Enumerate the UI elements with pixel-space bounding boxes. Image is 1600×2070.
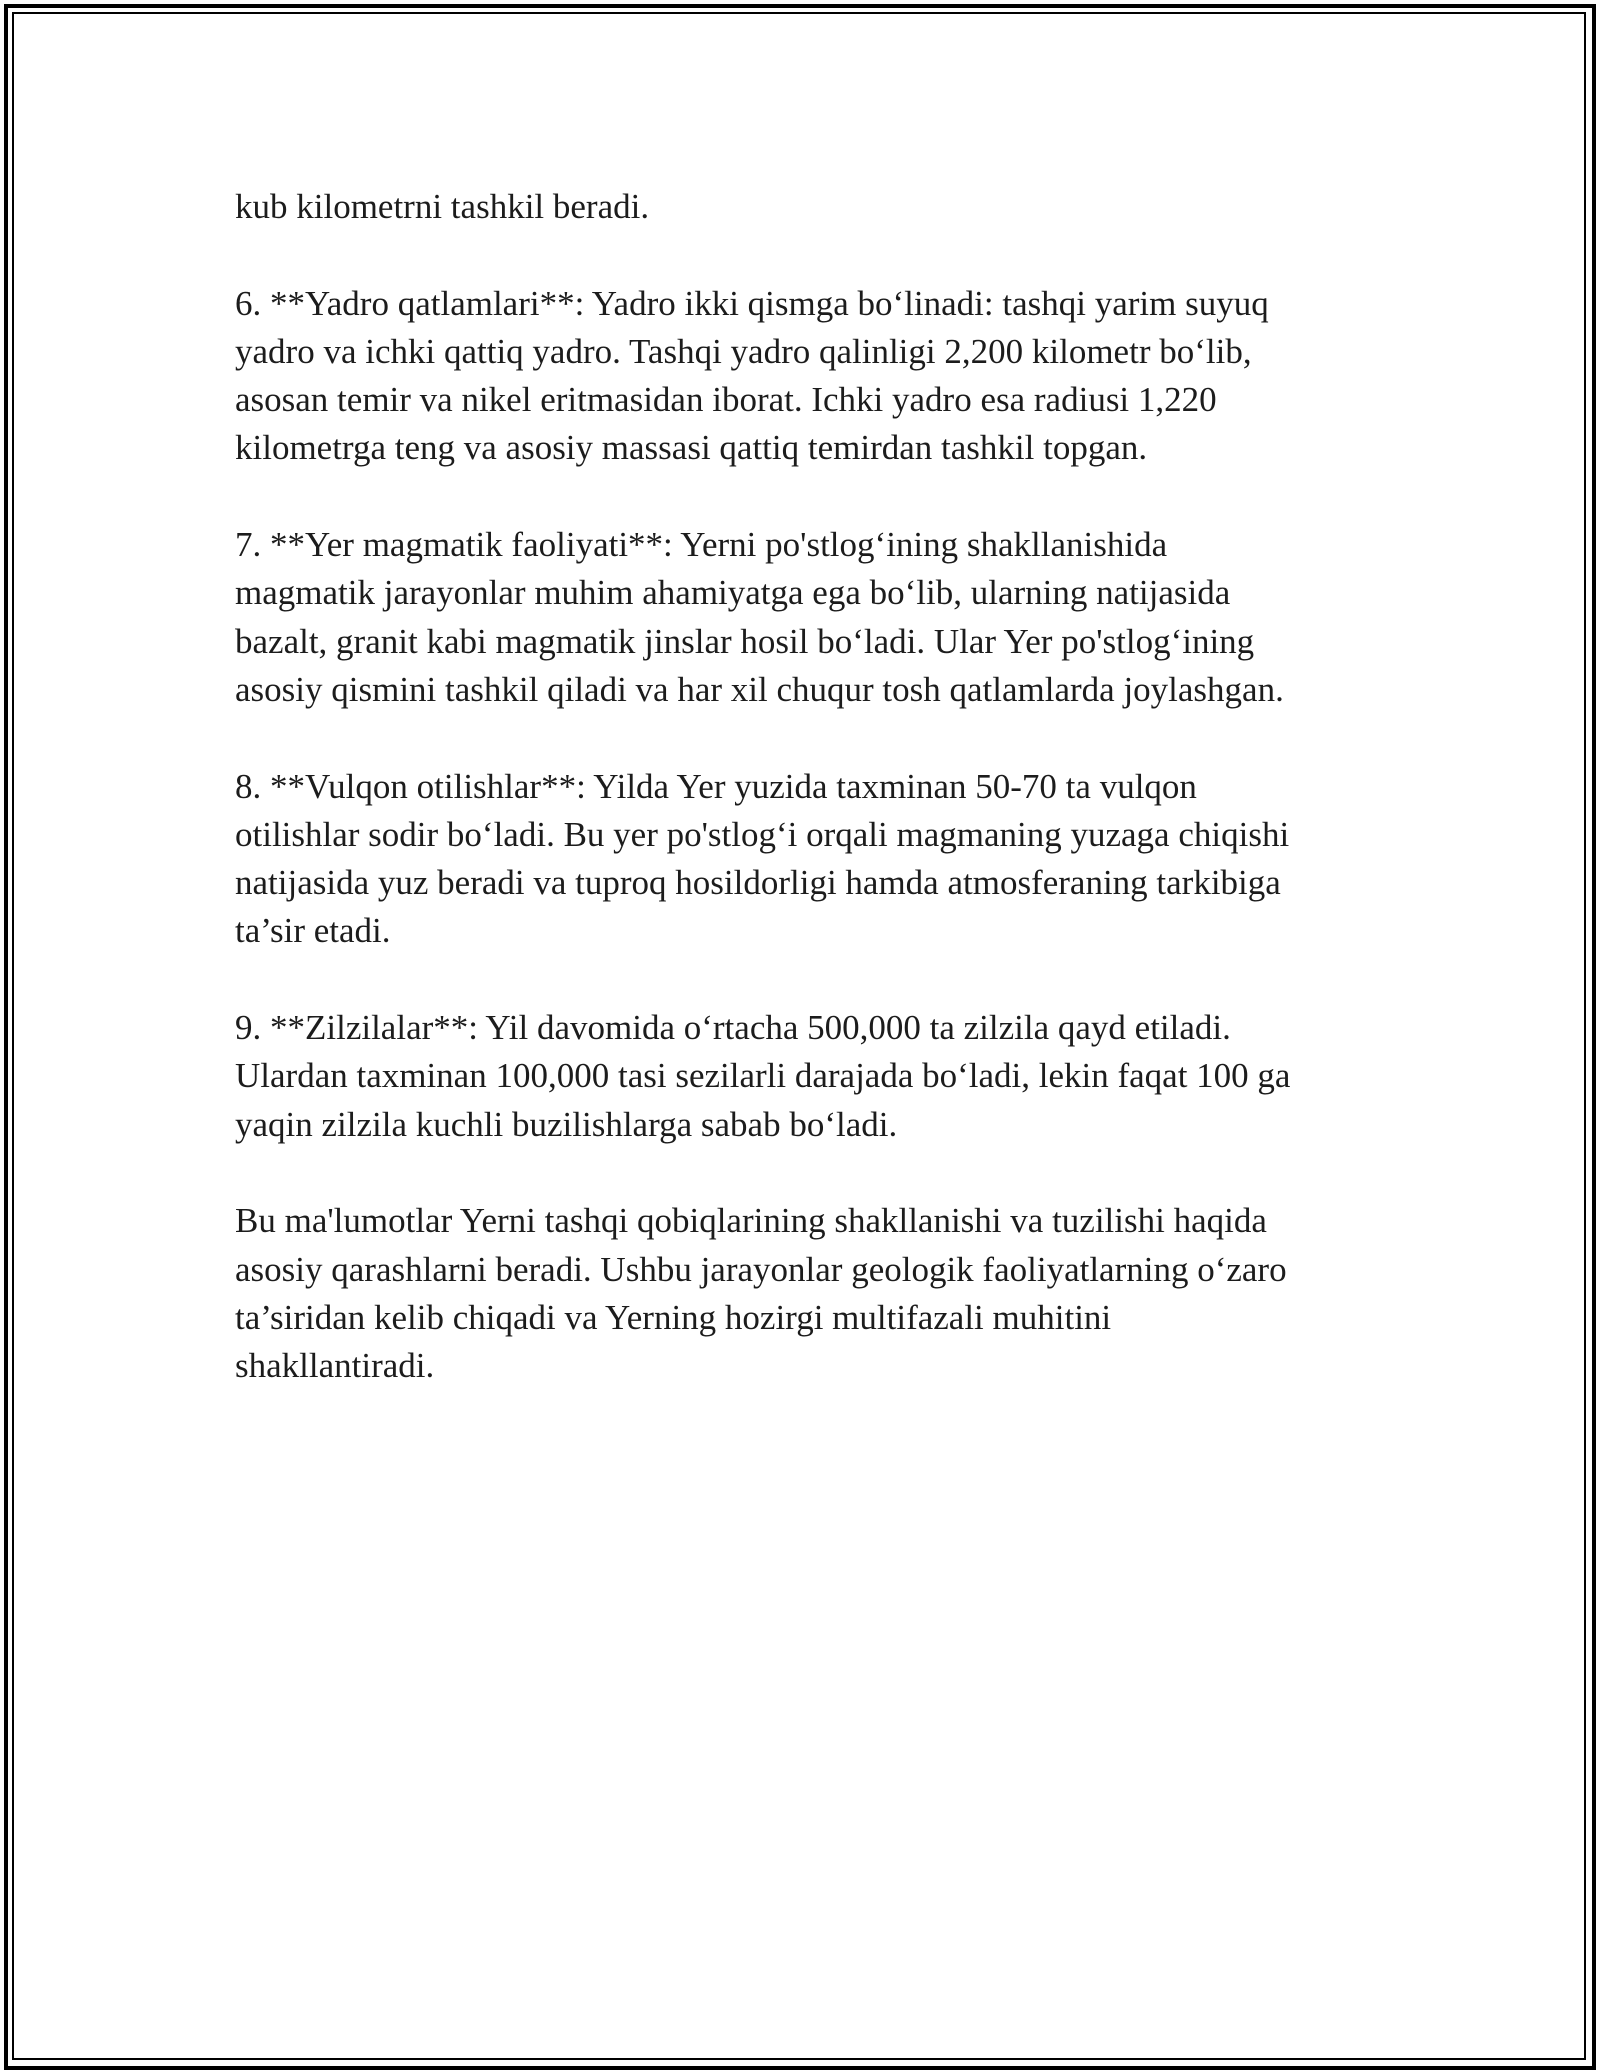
paragraph-conclusion	[235, 1197, 1365, 1390]
text-line: yadro va ichki qattiq yadro. Tashqi yadro qalinligi 2,200 kilometr bo‘lib,	[235, 331, 1252, 371]
text-line: asosan temir va nikel eritmasidan iborat. Ichki yadro esa radiusi 1,220	[235, 380, 1217, 420]
text-line: kilometrga teng va asosiy massasi qattiq temirdan tashkil topgan.	[235, 428, 1148, 468]
text-line: ta’siridan kelib chiqadi va Yerning hozirgi multifazali muhitini	[235, 1297, 1112, 1337]
text-line: otilishlar sodir bo‘ladi. Bu yer po'stlog‘i orqali magmaning yuzaga chiqishi	[235, 814, 1290, 854]
text-line: shakllantiradi.	[235, 1346, 435, 1386]
text-line: yaqin zilzila kuchli buzilishlarga sabab bo‘ladi.	[235, 1104, 898, 1144]
text-line: 9. **Zilzilalar**: Yil davomida o‘rtacha 500,000 ta zilzila qayd etiladi.	[235, 1008, 1231, 1048]
text-line: 8. **Vulqon otilishlar**: Yilda Yer yuzida taxminan 50-70 ta vulqon	[235, 766, 1197, 806]
document-body	[235, 183, 1365, 1439]
paragraph-item-9	[235, 1004, 1365, 1149]
paragraph-item-6	[235, 280, 1365, 473]
text-line: ta’sir etadi.	[235, 911, 391, 951]
text-line: magmatik jarayonlar muhim ahamiyatga ega bo‘lib, ularning natijasida	[235, 573, 1231, 613]
text-line: Bu ma'lumotlar Yerni tashqi qobiqlarining shakllanishi va tuzilishi haqida	[235, 1201, 1267, 1241]
text-line: natijasida yuz beradi va tuproq hosildorligi hamda atmosferaning tarkibiga	[235, 863, 1281, 903]
text-line: Ulardan taxminan 100,000 tasi sezilarli darajada bo‘ladi, lekin faqat 100 ga	[235, 1056, 1291, 1096]
paragraph-item-8	[235, 763, 1365, 956]
text-line: asosiy qarashlarni beradi. Ushbu jarayonlar geologik faoliyatlarning o‘zaro	[235, 1249, 1287, 1289]
paragraph-continuation	[235, 183, 1365, 231]
text-line: bazalt, granit kabi magmatik jinslar hosil bo‘ladi. Ular Yer po'stlog‘ining	[235, 621, 1255, 661]
text-line: kub kilometrni tashkil beradi.	[235, 187, 650, 226]
text-line: asosiy qismini tashkil qiladi va har xil chuqur tosh qatlamlarda joylashgan.	[235, 669, 1284, 709]
paragraph-item-7	[235, 521, 1365, 714]
text-line: 6. **Yadro qatlamlari**: Yadro ikki qismga bo‘linadi: tashqi yarim suyuq	[235, 283, 1269, 323]
text-line: 7. **Yer magmatik faoliyati**: Yerni po'stlog‘ining shakllanishida	[235, 525, 1168, 565]
